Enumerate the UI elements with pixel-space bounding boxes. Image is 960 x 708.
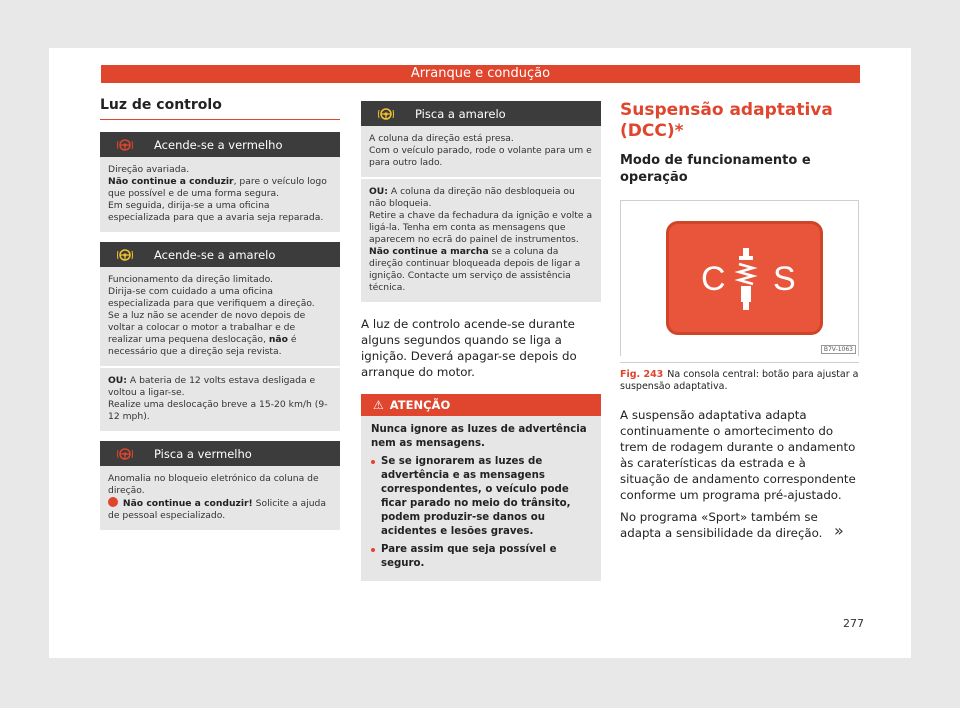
bold-text: Não continue a conduzir! [122, 498, 253, 509]
panel-label: Pisca a amarelo [415, 106, 506, 121]
info-box [100, 368, 340, 431]
text-span: A coluna da direção não desbloqueia ou não bloqueia. [369, 186, 575, 209]
panel-header-red [100, 132, 340, 157]
text-line: Funcionamento da direção limitado. [108, 274, 273, 285]
section-title: Suspensão adaptativa (DCC)* [620, 100, 833, 141]
panel-header-red-blink [100, 441, 340, 466]
bold-text: OU: [369, 186, 388, 197]
middle-column [361, 101, 601, 581]
warning-box [361, 394, 601, 581]
text-line [108, 176, 332, 200]
figure-caption [620, 362, 859, 393]
text-line: Anomalia no bloqueio eletrónico da coluna de direção. [108, 473, 319, 496]
text-line: Realize uma deslocação breve a 15-20 km/h (9-12 mph). [108, 399, 328, 422]
text-span: Se a luz não se acender de novo depois de voltar a colocar o motor a trabalhar e de realizar uma pequena deslocação, [108, 310, 306, 345]
info-box [100, 466, 340, 530]
text-span: é necessário que a direção seja revista. [108, 334, 297, 357]
panel-label: Pisca a vermelho [154, 446, 252, 461]
bold-text: não [268, 334, 288, 345]
panel-label: Acende-se a vermelho [154, 137, 283, 152]
text-line: Direção avariada. [108, 164, 190, 175]
body-paragraph: A luz de controlo acende-se durante alguns segundos quando se liga a ignição. Deverá apagar-se depois do arranque do motor. [361, 317, 577, 379]
steering-wheel-warning-icon [361, 107, 411, 121]
warning-intro: Nunca ignore as luzes de advertência nem as mensagens. [371, 424, 587, 449]
text-line: A coluna da direção está presa. [369, 133, 514, 144]
text-span: , pare o veículo logo que possível e de uma forma segura. [108, 176, 327, 199]
warning-title: ATENÇÃO [389, 398, 451, 412]
warning-header [361, 394, 601, 416]
stop-icon [108, 497, 118, 507]
left-column [100, 97, 340, 530]
info-box [100, 157, 340, 232]
body-paragraph: A suspensão adaptativa adapta continuamente o amortecimento do trem de rodagem durante o andamento às caraterísticas da estrada e à situação de andamento correspondente conforme um programa pré-ajustado. [620, 408, 856, 502]
info-box [361, 179, 601, 302]
figure-code: B7V-1063 [821, 345, 856, 354]
panel-label: Acende-se a amarelo [154, 247, 276, 262]
button-letter-c: C [701, 260, 726, 298]
panel-header-yellow [100, 242, 340, 267]
section-title: Luz de controlo [100, 97, 340, 120]
info-box [361, 126, 601, 177]
text-line [108, 497, 332, 522]
text-span: se a coluna da direção continuar bloqueada depois de ligar a ignição. Contacte um serviço de assistência técnica. [369, 246, 581, 293]
page-header: Arranque e condução [101, 65, 860, 83]
text-line [108, 310, 332, 358]
continue-marker: » [834, 521, 844, 540]
steering-wheel-warning-icon [100, 138, 150, 152]
text-line [369, 246, 593, 294]
text-line: Dirija-se com cuidado a uma oficina especializada para que verifiquem a direção. [108, 286, 315, 309]
button-letter-s: S [773, 260, 796, 298]
dcc-button [666, 221, 823, 335]
caption-text: Na consola central: botão para ajustar a suspensão adaptativa. [620, 369, 859, 392]
page-number: 277 [843, 617, 864, 630]
warning-body [361, 416, 601, 581]
text-line [108, 375, 332, 399]
section-subtitle: Modo de funcionamento e operação [620, 153, 811, 185]
text-span: A bateria de 12 volts estava desligada e voltou a ligar-se. [108, 375, 316, 398]
panel-header-yellow-blink [361, 101, 601, 126]
warning-item: Pare assim que seja possível e seguro. [371, 543, 591, 571]
steering-wheel-warning-icon [100, 447, 150, 461]
bold-text: Não continue a conduzir [108, 176, 234, 187]
bold-text: Não continue a marcha [369, 246, 489, 257]
text-span: Solicite a ajuda de pessoal especializado. [108, 498, 326, 521]
text-line: Com o veículo parado, rode o volante para um e para outro lado. [369, 145, 592, 168]
right-column [620, 100, 859, 541]
warning-item: Se se ignorarem as luzes de advertência e as mensagens correspondentes, o veículo pode ficar parado no meio do trânsito, podem produzir-se danos ou acidentes e lesões graves. [371, 455, 591, 539]
info-box [100, 267, 340, 366]
steering-wheel-warning-icon [100, 248, 150, 262]
figure-number: Fig. 243 [620, 369, 664, 380]
shock-absorber-icon [733, 248, 759, 314]
body-paragraph: No programa «Sport» também se adapta a sensibilidade da direção. [620, 510, 823, 540]
warning-triangle-icon: ⚠ [373, 398, 384, 412]
bold-text: OU: [108, 375, 127, 386]
figure [620, 200, 859, 356]
text-line [369, 186, 593, 210]
text-line: Em seguida, dirija-se a uma oficina especializada para que a avaria seja reparada. [108, 200, 324, 223]
text-line: Retire a chave da fechadura da ignição e volte a ligá-la. Tenha em conta as mensagens que aparecem no ecrã do painel de instrumentos. [369, 210, 593, 245]
